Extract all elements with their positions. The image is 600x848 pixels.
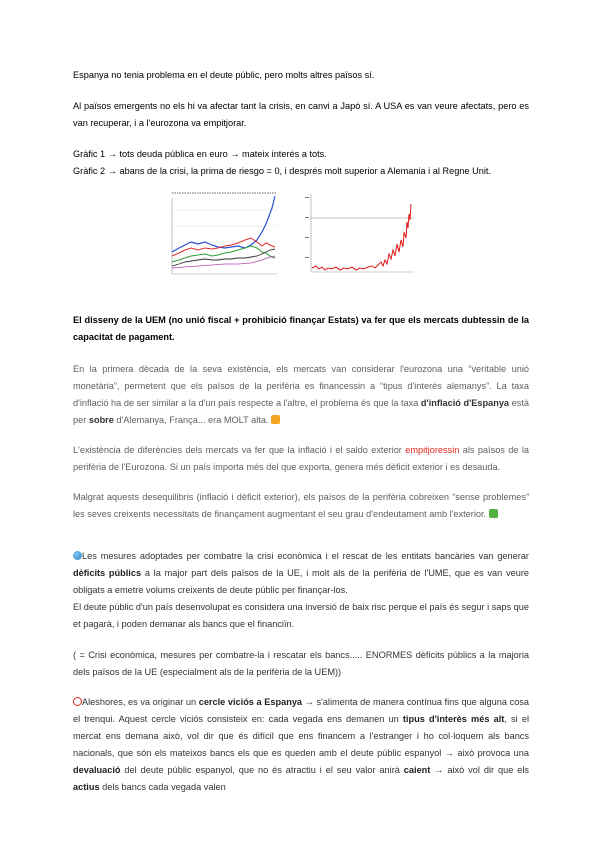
paragraph-cercle-vicios: Aleshores, es va originar un cercle viciós a Espanya → s'alimenta de manera contínua fins que alguna cosa el trenqui. Aquest cercle viciós consisteix en: cada vegada ens demanen un tipus d'interès més alt, si el mercat ens demana això, vol dir que és difícil que ens financem a l'estranger i ho col·loquem als bancs nacionals, que són els mateixos bancs els que es queden amb el deute públic espanyol → això provoca una devaluació del deute públic espanyol, que no és atractiu i el seu valor anirà caient → això vol dir que els actius dels bancs cada vegada valen xyxy=(73,697,530,792)
grafic-1-note: Gràfic 1 → tots deuda pública en euro → mateix interés a tots. xyxy=(73,149,327,159)
globe-icon xyxy=(73,551,82,560)
risk-premium-chart xyxy=(302,192,420,280)
paragraph-desequilibris: Malgrat aquests desequilibris (inflació i dèficit exterior), els països de la perifèria cobreixen “sense problemes” les seves creixents necessitats de finançament augmentant el seu grau d'endeutament amb l'exterior. xyxy=(73,492,529,519)
paragraph-diferencies-mercats: L'existència de diferències dels mercats va fer que la inflació i el saldo exterior empitjoressin als països de la perifèria de l'Eurozona. Si un país importa més del que exporta, genera més dèficit exterior i es desauda. xyxy=(73,445,529,472)
uem-design-heading: El disseny de la UEM (no unió fiscal + prohibició finançar Estats) va fer que els mercats dubtessin de la capacitat de pagament. xyxy=(73,315,529,342)
paragraph-deute-public: El deute públic d'un país desenvolupat es considera una inversió de baix risc perque el país és segur i saps que et pagarà, i poden demanar als bancs que el financiïn. xyxy=(73,602,529,629)
warning-icon xyxy=(271,415,280,424)
circle-icon xyxy=(73,697,82,706)
grafic-2-note: Gràfic 2 → abans de la crisi, la prima de riesgo = 0, i després molt superior a Alemania i al Regne Unit. xyxy=(73,166,491,176)
paragraph-unio-monetaria: En la primera dècada de la seva existència, els mercats van considerar l'eurozona una “veritable unió monetària”, permetent que els països de la perifèria es financessin a “tipus d'interès alemanys”. La taxa d'inflació ha de ser similar a la d'un país respecte a l'altre, el problema és que la taxa d'inflació d'Espanya està per sobre d'Alemanya, França... era MOLT alta. xyxy=(73,364,529,425)
check-icon xyxy=(489,509,498,518)
public-debt-chart xyxy=(165,190,290,282)
paragraph-resum-crisi: ( = Crisi econòmica, mesures per combatre-la i rescatar els bancs..... ENORMES dèficits públics a la majoria dels països de la UE (especialment als de la perifèria de la UEM)) xyxy=(73,650,529,677)
emerging-paragraph: Al països emergents no els hi va afectar tant la crisis, en canvi a Japó sí. A USA es van veure afectats, pero es van recuperar, i a l'eurozona va empitjorar. xyxy=(73,101,529,128)
paragraph-mesures-crisi: Les mesures adoptades per combatre la crisi econòmica i el rescat de les entitats bancàries van generar dèficits públics a la major part dels països de la UE, i molt als de la perifèria de l'UME, que es van veure obligats a emetre volums creixents de deute públic per finançar-los. xyxy=(73,551,529,595)
title-line: Espanya no tenia problema en el deute públic, pero molts altres països sí. xyxy=(73,70,375,80)
